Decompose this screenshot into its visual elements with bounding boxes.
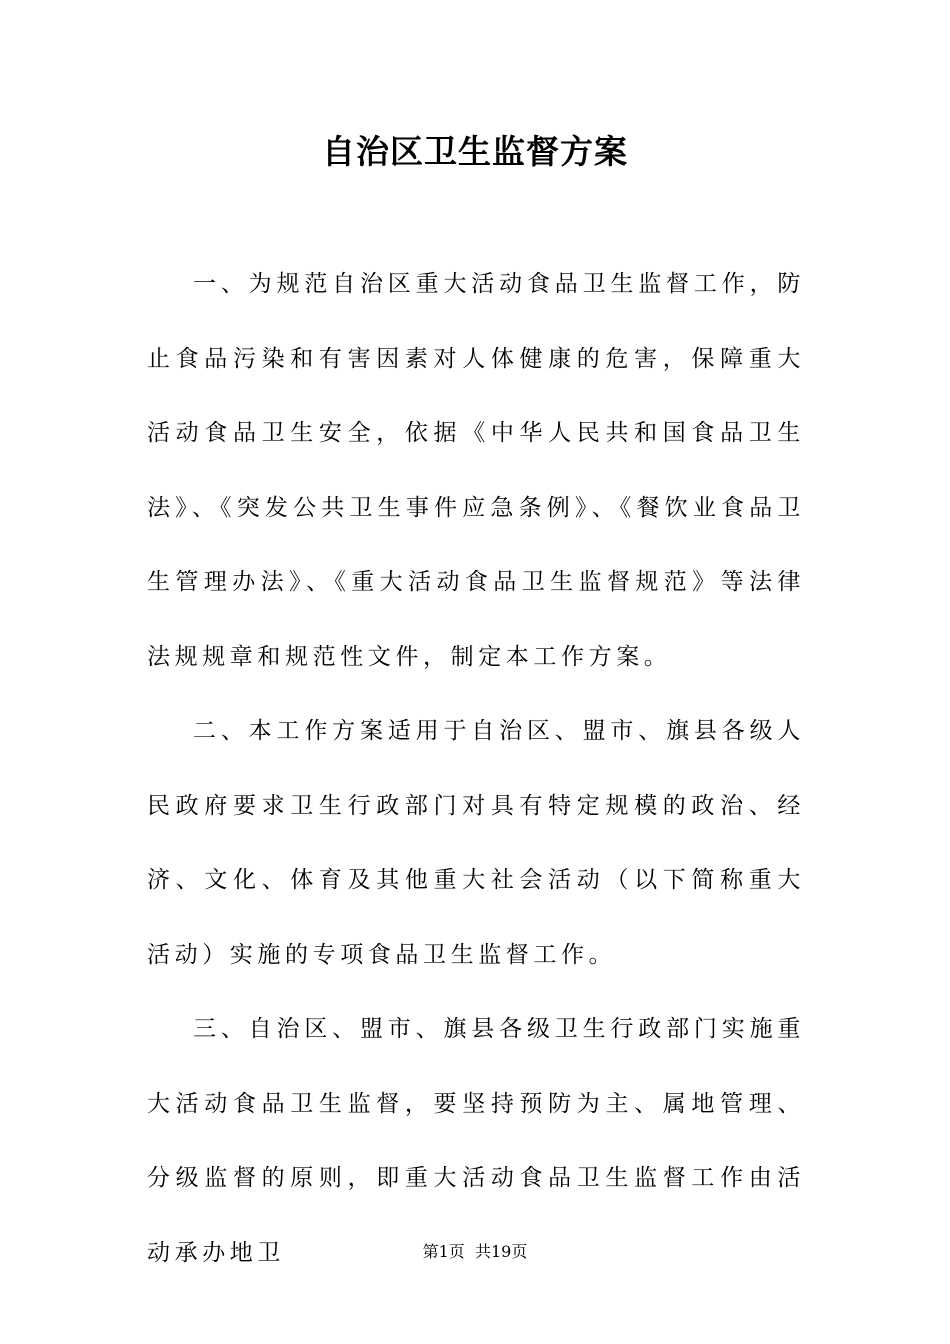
- document-title: 自治区卫生监督方案: [322, 132, 628, 171]
- paragraph-2: 二、本工作方案适用于自治区、盟市、旗县各级人民政府要求卫生行政部门对具有特定规模的政治、经济、文化、体育及其他重大社会活动（以下简称重大活动）实施的专项食品卫生监督工作。: [147, 718, 805, 968]
- total-pages-label: 共19页: [474, 1242, 528, 1261]
- document-body: [147, 247, 805, 1290]
- current-page-label: 第1页: [422, 1242, 465, 1261]
- paragraph-1: 一、为规范自治区重大活动食品卫生监督工作，防止食品污染和有害因素对人体健康的危害，保障重大活动食品卫生安全，依据《中华人民共和国食品卫生法》、《突发公共卫生事件应急条例》、《餐饮业食品卫生管理办法》、《重大活动食品卫生监督规范》等法律法规规章和规范性文件，制定本工作方案。: [147, 271, 805, 670]
- footer-gap: [465, 1242, 475, 1261]
- paragraph-3: 三、自治区、盟市、旗县各级卫生行政部门实施重大活动食品卫生监督，要坚持预防为主、属地管理、分级监督的原则，即重大活动食品卫生监督工作由活动承办地卫: [147, 1016, 805, 1266]
- page-footer: [0, 1240, 950, 1264]
